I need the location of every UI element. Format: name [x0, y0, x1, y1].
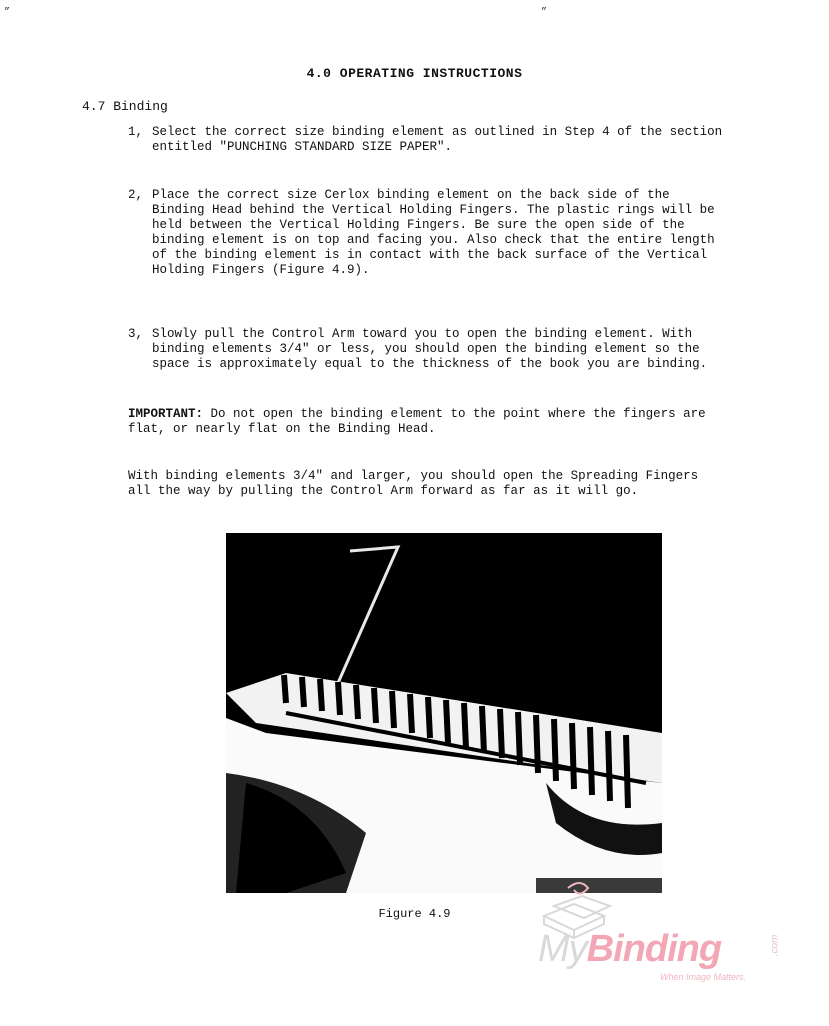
step-text: Place the correct size Cerlox binding element on the back side of the Binding Head behind the Vertical Holding Fingers. The plastic rings will be held between the Vertical Holding Fingers. Be sure the open side of the binding element is on top and facing you. Also check that the entire length of the binding element is in contact with the back surface of the Vertical Holding Fingers (Figure 4.9). — [152, 188, 715, 277]
step-number: 3, — [128, 327, 144, 341]
important-text: Do not open the binding element to the point where the fingers are flat, or nearly flat on the Binding Head. — [128, 407, 706, 436]
figure-caption: Figure 4.9 — [378, 907, 451, 921]
watermark-domain: .com — [769, 934, 781, 957]
step-number: 2, — [128, 188, 144, 202]
step-2 — [128, 188, 728, 278]
watermark-wordmark — [538, 928, 721, 971]
scan-mark-right: „ — [541, 1, 548, 12]
step-text: Slowly pull the Control Arm toward you to open the binding element. With binding elements 3/4" or less, you should open the binding element so the space is approximately equal to the thickness of the book you are binding. — [152, 327, 708, 371]
step-1 — [128, 125, 728, 155]
watermark-binding: Binding — [586, 928, 722, 970]
binding-machine-photo — [226, 533, 662, 893]
page-title: 4.0 OPERATING INSTRUCTIONS — [306, 66, 523, 81]
important-label: IMPORTANT: — [128, 407, 204, 421]
scan-mark-left: „ — [4, 1, 11, 12]
figure-photo — [226, 533, 662, 893]
important-note — [128, 407, 728, 437]
step-number: 1, — [128, 125, 144, 139]
watermark-logo — [528, 876, 798, 986]
large-elements-paragraph: With binding elements 3/4" and larger, you should open the Spreading Fingers all the way by pulling the Control Arm forward as far as it will go. — [128, 469, 699, 498]
step-3 — [128, 327, 728, 372]
watermark-tagline: When Image Matters. — [660, 972, 747, 982]
section-heading: 4.7 Binding — [82, 99, 168, 114]
watermark-my: My — [538, 928, 587, 970]
step-text: Select the correct size binding element as outlined in Step 4 of the section entitled "PUNCHING STANDARD SIZE PAPER". — [152, 125, 723, 154]
